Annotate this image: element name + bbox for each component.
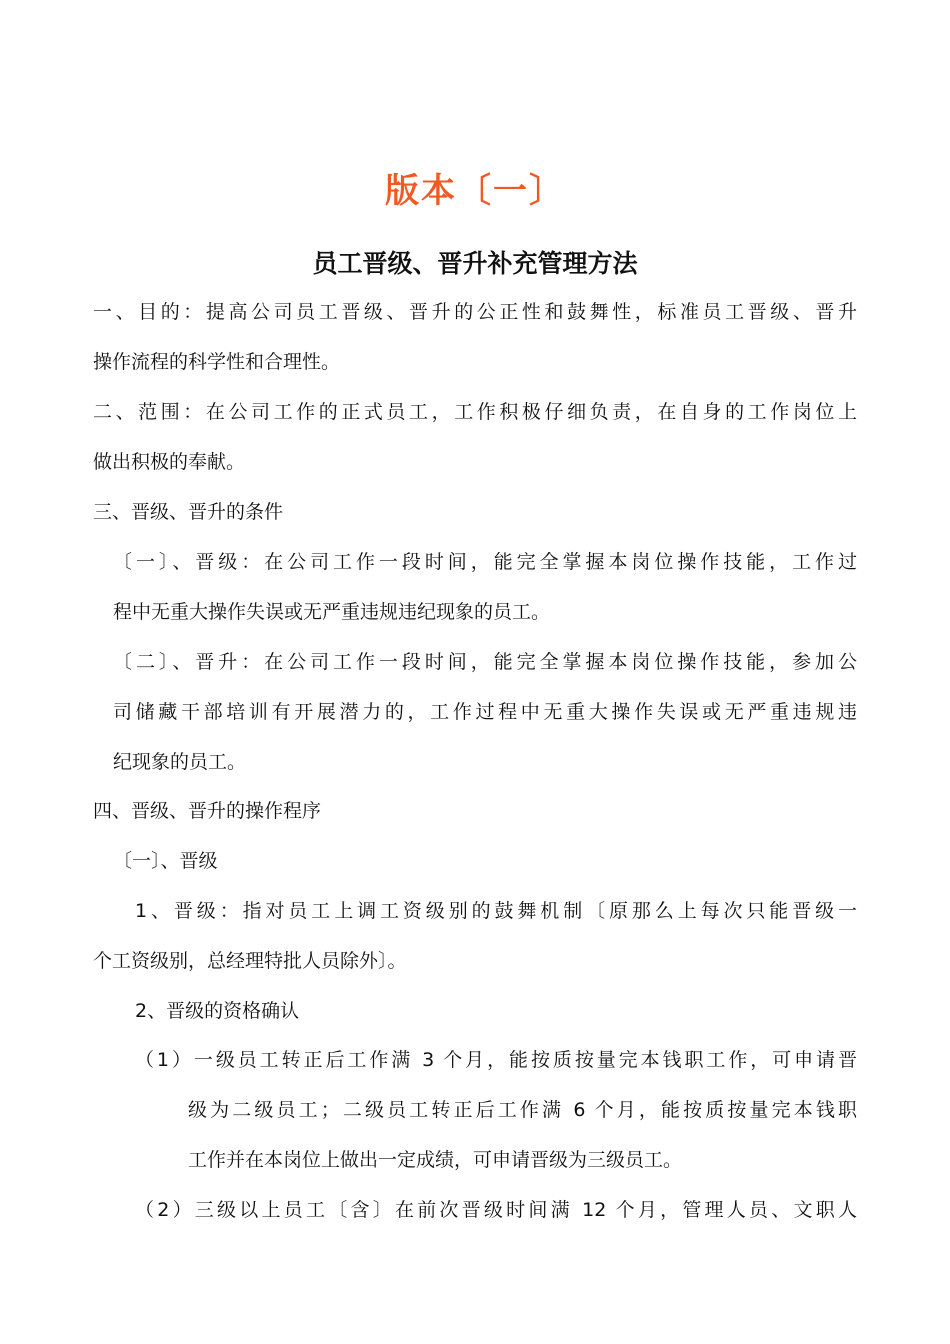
subsection-heading: 2、晋级的资格确认 bbox=[135, 1000, 300, 1022]
subsection-heading: 〔一〕、晋级 bbox=[113, 850, 218, 872]
paragraph-line: 做出积极的奉献。 bbox=[93, 451, 246, 473]
paragraph-line: 〔二〕、晋升：在公司工作一段时间，能完全掌握本岗位操作技能，参加公 bbox=[113, 651, 857, 673]
paragraph-line: 程中无重大操作失误或无严重违规违纪现象的员工。 bbox=[113, 601, 551, 623]
paragraph-line: 纪现象的员工。 bbox=[113, 751, 247, 773]
version-title: 版本〔一〕 bbox=[385, 171, 565, 211]
section-heading: 四、晋级、晋升的操作程序 bbox=[93, 800, 322, 822]
paragraph-line: （2）三级以上员工〔含〕在前次晋级时间满 12 个月，管理人员、文职人 bbox=[135, 1199, 857, 1221]
document-title: 员工晋级、晋升补充管理方法 bbox=[312, 249, 638, 278]
paragraph-line: 一、目的：提高公司员工晋级、晋升的公正性和鼓舞性，标准员工晋级、晋升 bbox=[93, 301, 857, 323]
paragraph-line: 个工资级别，总经理特批人员除外〕。 bbox=[93, 950, 407, 972]
paragraph-line: 司储藏干部培训有开展潜力的，工作过程中无重大操作失误或无严重违规违 bbox=[113, 701, 857, 723]
paragraph-line: 操作流程的科学性和合理性。 bbox=[93, 351, 341, 373]
paragraph-line: 级为二级员工；二级员工转正后工作满 6 个月，能按质按量完本钱职 bbox=[188, 1099, 857, 1121]
section-heading: 三、晋级、晋升的条件 bbox=[93, 501, 284, 523]
paragraph-line: 二、范围：在公司工作的正式员工，工作积极仔细负责，在自身的工作岗位上 bbox=[93, 401, 857, 423]
paragraph-line: 〔一〕、晋级：在公司工作一段时间，能完全掌握本岗位操作技能，工作过 bbox=[113, 551, 857, 573]
paragraph-line: 1、晋级：指对员工上调工资级别的鼓舞机制〔原那么上每次只能晋级一 bbox=[135, 900, 857, 922]
paragraph-line: 工作并在本岗位上做出一定成绩，可申请晋级为三级员工。 bbox=[188, 1149, 683, 1171]
paragraph-line: （1）一级员工转正后工作满 3 个月，能按质按量完本钱职工作，可申请晋 bbox=[135, 1049, 857, 1071]
